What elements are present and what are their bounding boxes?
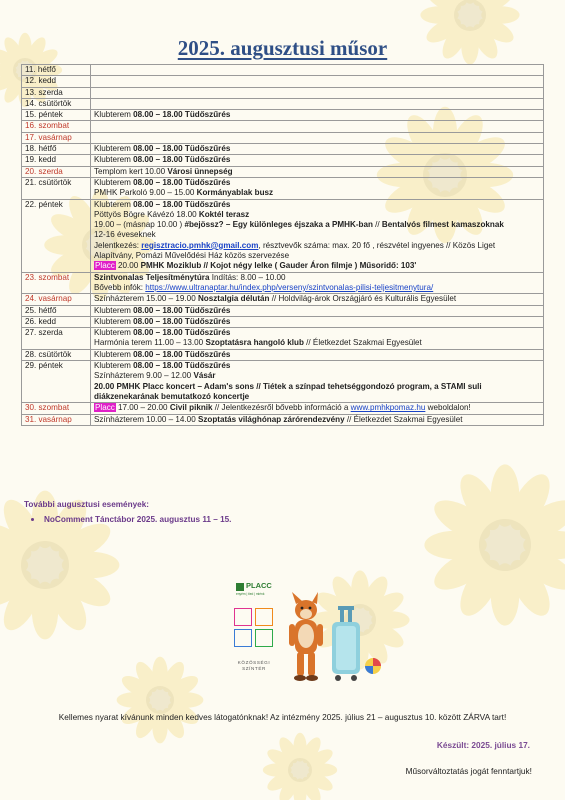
table-row xyxy=(22,166,544,177)
building-icon xyxy=(255,608,273,626)
day-cell: 16. szombat xyxy=(22,121,91,132)
music-icon xyxy=(234,629,252,647)
event-highlight: 08.00 – 18.00 Tüdőszűrés xyxy=(133,328,231,338)
day-cell: 23. szombat xyxy=(22,272,91,294)
footer-date: Készült: 2025. július 17. xyxy=(436,740,530,750)
placc-badge: Placc xyxy=(95,261,115,271)
event-text: Klubterem xyxy=(94,328,134,338)
event-highlight: Civil piknik xyxy=(169,403,213,413)
event-text: // Holdvilág-árok Országjáró és Kulturális Egyesület xyxy=(269,294,457,304)
day-cell: 30. szombat xyxy=(22,403,91,414)
event-cell xyxy=(91,144,544,155)
event-text: Klubterem xyxy=(94,199,134,209)
event-cell xyxy=(91,328,544,350)
event-cell xyxy=(91,65,544,76)
event-line xyxy=(94,317,540,327)
event-highlight: 08.00 – 18.00 Tüdőszűrés xyxy=(133,144,231,154)
event-text: // Jelentkezésről bővebb információ a xyxy=(212,403,351,413)
event-cell xyxy=(91,349,544,360)
event-highlight: 08.00 – 18.00 Tüdőszűrés xyxy=(133,316,231,326)
event-line xyxy=(94,155,540,165)
table-row xyxy=(22,272,544,294)
event-cell xyxy=(91,272,544,294)
event-highlight: Bentalvós filmest kamaszoknak xyxy=(381,220,504,230)
event-text: Klubterem xyxy=(94,316,134,326)
mascot-illustration xyxy=(282,592,382,688)
event-highlight: 20.00 PMHK Placc koncert – Adam's sons // Tiétek a színpad tehetséggondozó program, a STAMI suli diákzenekarának bemutatkozó koncertje xyxy=(94,381,482,401)
placc-badge: Placc xyxy=(95,403,115,413)
event-cell xyxy=(91,76,544,87)
more-events-title: További augusztusi események: xyxy=(24,500,149,509)
suitcase-icon xyxy=(332,606,360,681)
brand-square-icon xyxy=(236,583,244,591)
event-cell xyxy=(91,132,544,143)
day-cell: 18. hétfő xyxy=(22,144,91,155)
day-cell: 25. hétfő xyxy=(22,305,91,316)
event-cell xyxy=(91,121,544,132)
table-row xyxy=(22,65,544,76)
more-events-item-text: NoComment Tánctábor 2025. augusztus 11 – 15. xyxy=(44,515,232,524)
event-cell xyxy=(91,98,544,109)
table-row xyxy=(22,110,544,121)
logo-caption xyxy=(234,660,274,672)
footer-greeting: Kellemes nyarat kívánunk minden kedves látogatónknak! Az intézmény 2025. július 21 – augusztus 10. között ZÁRVA tart! xyxy=(58,712,507,722)
event-cell xyxy=(91,361,544,403)
event-text: Klubterem xyxy=(94,110,134,120)
table-row xyxy=(22,316,544,327)
fox-mascot-icon xyxy=(289,592,323,681)
table-row xyxy=(22,305,544,316)
event-cell xyxy=(91,316,544,327)
event-text: Alapítvány, Pomázi Művelődési Ház közös szervezése xyxy=(94,251,290,261)
event-text: Bővebb infók: xyxy=(94,282,146,292)
event-line xyxy=(94,210,540,220)
table-row xyxy=(22,155,544,166)
event-text: Klubterem xyxy=(94,155,134,165)
event-text: 19.00 – (másnap 10.00 ) xyxy=(94,220,185,230)
program-table xyxy=(21,64,544,426)
brand-subtitle: enyém | tied | miénk xyxy=(236,592,265,596)
event-highlight: 08.00 – 18.00 Tüdőszűrés xyxy=(133,361,231,371)
event-line xyxy=(94,241,540,251)
event-line xyxy=(94,110,540,120)
event-cell xyxy=(91,110,544,121)
event-line xyxy=(94,220,540,230)
day-cell: 26. kedd xyxy=(22,316,91,327)
logo-caption-line1: KÖZÖSSÉGI xyxy=(237,660,271,665)
event-text: Jelentkezés: xyxy=(94,240,142,250)
event-highlight: Koktél terasz xyxy=(198,209,250,219)
placc-logo xyxy=(234,582,282,694)
event-text: 20.00 xyxy=(115,261,141,271)
event-line xyxy=(94,273,540,283)
event-text: Harmónia terem 11.00 – 13.00 xyxy=(94,338,206,348)
event-text: Klubterem xyxy=(94,349,134,359)
day-cell: 15. péntek xyxy=(22,110,91,121)
page-title: 2025. augusztusi műsor xyxy=(177,36,388,60)
table-row xyxy=(22,294,544,305)
logo-caption-line2: SZÍNTÉR xyxy=(242,666,266,671)
table-row xyxy=(22,361,544,403)
day-cell: 22. péntek xyxy=(22,199,91,272)
day-cell: 11. hétfő xyxy=(22,65,91,76)
event-cell xyxy=(91,403,544,414)
people-icon xyxy=(234,608,252,626)
table-row xyxy=(22,403,544,414)
event-text: Színházterem 9.00 – 12.00 xyxy=(94,371,194,381)
event-text: 17.00 – 20.00 xyxy=(115,403,170,413)
day-cell: 29. péntek xyxy=(22,361,91,403)
event-line xyxy=(94,144,540,154)
footer-rights: Műsorváltoztatás jogát fenntartjuk! xyxy=(405,766,532,776)
event-cell xyxy=(91,166,544,177)
table-row xyxy=(22,199,544,272)
tree-icon xyxy=(255,629,273,647)
event-text: Klubterem xyxy=(94,361,134,371)
beach-ball-icon xyxy=(365,658,381,674)
event-highlight: Vásár xyxy=(193,371,216,381)
event-highlight: 08.00 – 18.00 Tüdőszűrés xyxy=(133,110,231,120)
event-line xyxy=(94,178,540,188)
event-text: Templom kert 10.00 xyxy=(94,166,168,176)
event-text: Klubterem xyxy=(94,144,134,154)
event-highlight: Szoptatásra hangoló klub xyxy=(205,338,304,348)
event-line xyxy=(94,283,540,293)
event-highlight: #bejössz? – Egy különleges éjszaka a PMHK-ban xyxy=(184,220,373,230)
table-row xyxy=(22,349,544,360)
event-line xyxy=(94,306,540,316)
event-highlight: Nosztalgia délután xyxy=(197,294,270,304)
event-cell xyxy=(91,177,544,199)
day-cell: 17. vasárnap xyxy=(22,132,91,143)
event-line xyxy=(94,328,540,338)
event-text: Színházterem 15.00 – 19.00 xyxy=(94,294,198,304)
event-link[interactable]: regisztracio.pmhk@gmail.com xyxy=(141,240,259,250)
event-line xyxy=(94,188,540,198)
event-line xyxy=(94,350,540,360)
event-line xyxy=(94,167,540,177)
event-cell xyxy=(91,414,544,425)
logo-grid xyxy=(234,608,274,648)
event-highlight: Kormányablak busz xyxy=(196,188,274,198)
event-text: Színházterem 10.00 – 14.00 xyxy=(94,414,198,424)
event-cell xyxy=(91,155,544,166)
event-text: Indítás: 8.00 – 10.00 xyxy=(209,272,286,282)
event-highlight: Városi ünnepség xyxy=(167,166,233,176)
event-highlight: 08.00 – 18.00 Tüdőszűrés xyxy=(133,155,231,165)
table-row xyxy=(22,328,544,350)
event-line xyxy=(94,261,540,271)
event-text: // xyxy=(372,220,382,230)
event-line xyxy=(94,230,540,240)
event-text: // Életkezdet Szakmai Egyesület xyxy=(303,338,422,348)
event-text: 12-16 éveseknek xyxy=(94,230,156,240)
event-highlight: 08.00 – 18.00 Tüdőszűrés xyxy=(133,305,231,315)
event-text: Pöttyös Bögre Kávézó 18.00 xyxy=(94,209,199,219)
event-line xyxy=(94,251,540,261)
event-highlight: Szoptatás világhónap zárórendezvény xyxy=(197,414,345,424)
bullet-icon xyxy=(31,518,34,521)
event-line xyxy=(94,382,540,403)
table-row xyxy=(22,144,544,155)
event-text: weboldalon! xyxy=(425,403,471,413)
event-text: , résztvevők száma: max. 20 fő , részvétel ingyenes // Közös Liget xyxy=(258,240,496,250)
event-highlight: Szintvonalas Teljesítménytúra xyxy=(94,272,210,282)
day-cell: 21. csütörtök xyxy=(22,177,91,199)
event-highlight: PMHK Moziklub // Kojot négy lelke ( Gauder Áron filmje ) Műsoridő: 103' xyxy=(140,261,417,271)
day-cell: 12. kedd xyxy=(22,76,91,87)
event-line xyxy=(94,294,540,304)
event-cell xyxy=(91,294,544,305)
day-cell: 20. szerda xyxy=(22,166,91,177)
event-line xyxy=(94,361,540,371)
table-row xyxy=(22,177,544,199)
event-line xyxy=(94,200,540,210)
table-row xyxy=(22,98,544,109)
day-cell: 27. szerda xyxy=(22,328,91,350)
event-line xyxy=(94,371,540,381)
event-line xyxy=(94,403,540,413)
day-cell: 31. vasárnap xyxy=(22,414,91,425)
day-cell: 19. kedd xyxy=(22,155,91,166)
day-cell: 13. szerda xyxy=(22,87,91,98)
event-text: PMHK Parkoló 9.00 – 15.00 xyxy=(94,188,197,198)
event-cell xyxy=(91,87,544,98)
brand-name: PLACC xyxy=(246,581,272,590)
event-text: Klubterem xyxy=(94,305,134,315)
table-row xyxy=(22,132,544,143)
event-line xyxy=(94,338,540,348)
event-link[interactable]: https://www.ultranaptar.hu/index.php/verseny/szintvonalas-pilisi-teljesitmenytura/ xyxy=(145,282,434,292)
table-row xyxy=(22,87,544,98)
more-events-item xyxy=(44,515,231,524)
brand xyxy=(236,582,282,594)
table-row xyxy=(22,76,544,87)
event-line xyxy=(94,415,540,425)
event-cell xyxy=(91,199,544,272)
table-row xyxy=(22,414,544,425)
event-link[interactable]: www.pmhkpomaz.hu xyxy=(350,403,426,413)
day-cell: 14. csütörtök xyxy=(22,98,91,109)
event-text: Klubterem xyxy=(94,177,134,187)
event-text: // Életkezdet Szakmai Egyesület xyxy=(344,414,463,424)
event-highlight: 08.00 – 18.00 Tüdőszűrés xyxy=(133,177,231,187)
event-highlight: 08.00 – 18.00 Tüdőszűrés xyxy=(133,199,231,209)
event-highlight: 08.00 – 18.00 Tüdőszűrés xyxy=(133,349,231,359)
day-cell: 28. csütörtök xyxy=(22,349,91,360)
table-row xyxy=(22,121,544,132)
event-cell xyxy=(91,305,544,316)
day-cell: 24. vasárnap xyxy=(22,294,91,305)
